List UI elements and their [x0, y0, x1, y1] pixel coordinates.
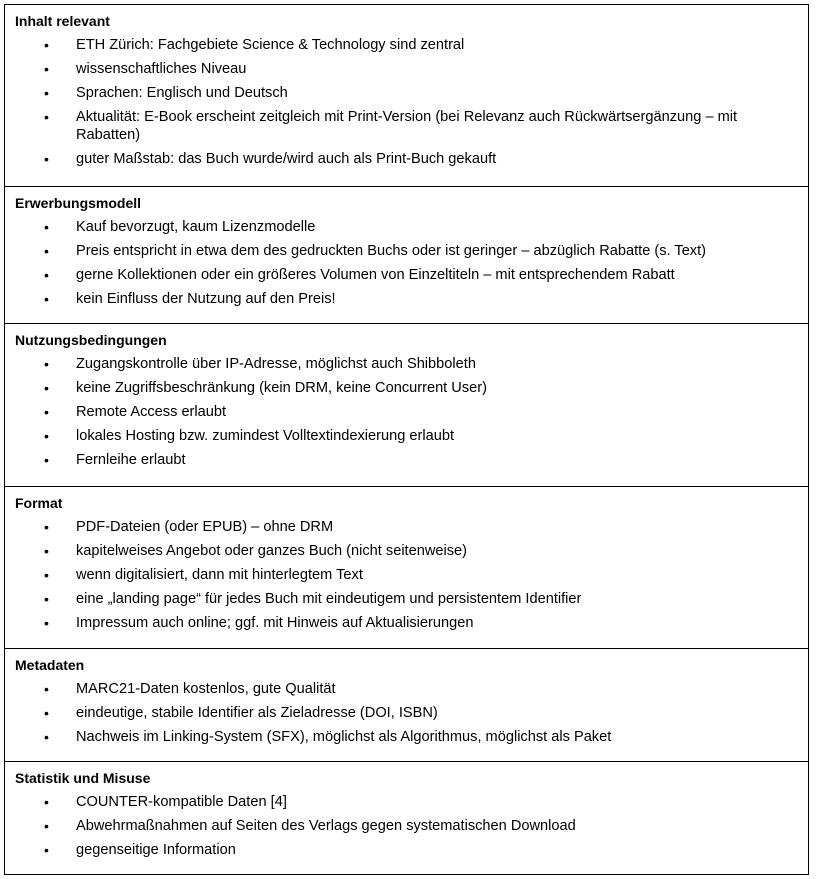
list-item [5, 841, 808, 859]
list-item [5, 427, 808, 445]
bullet-icon: • [44, 591, 49, 607]
bullet-icon: • [44, 842, 49, 858]
item-text: guter Maßstab: das Buch wurde/wird auch als Print-Buch gekauft [76, 151, 497, 167]
item-text: Kauf bevorzugt, kaum Lizenzmodelle [76, 219, 316, 235]
bullet-icon: • [44, 404, 49, 420]
bullet-icon: • [44, 291, 49, 307]
bullet-icon: • [44, 452, 49, 468]
item-text: keine Zugriffsbeschränkung (kein DRM, keine Concurrent User) [76, 380, 487, 396]
bullet-icon: • [44, 615, 49, 631]
bullet-icon: • [44, 61, 49, 77]
section-heading: Nutzungsbedingungen [15, 332, 167, 348]
list-item [5, 266, 808, 284]
list-item [5, 150, 808, 168]
requirements-table [4, 4, 809, 875]
item-list [5, 680, 808, 746]
list-item [5, 817, 808, 835]
list-item [5, 108, 808, 144]
list-item [5, 379, 808, 397]
item-text: Nachweis im Linking-System (SFX), möglichst als Algorithmus, möglichst als Paket [76, 729, 612, 745]
bullet-icon: • [44, 428, 49, 444]
section-nutzungsbedingungen [5, 323, 808, 486]
item-list [5, 355, 808, 469]
list-item [5, 793, 808, 811]
list-item [5, 542, 808, 560]
bullet-icon: • [44, 567, 49, 583]
item-text: eindeutige, stabile Identifier als Zieladresse (DOI, ISBN) [76, 705, 438, 721]
bullet-icon: • [44, 85, 49, 101]
item-text: eine „landing page“ für jedes Buch mit eindeutigem und persistentem Identifier [76, 591, 582, 607]
bullet-icon: • [44, 705, 49, 721]
item-text: gerne Kollektionen oder ein größeres Volumen von Einzeltiteln – mit entsprechendem Rabatt [76, 267, 675, 283]
section-heading: Statistik und Misuse [15, 770, 151, 786]
item-text: Aktualität: E-Book erscheint zeitgleich mit Print-Version (bei Relevanz auch Rückwärtsergänzung – mit Rabatten) [76, 109, 738, 143]
item-text: Sprachen: Englisch und Deutsch [76, 85, 288, 101]
bullet-icon: • [44, 543, 49, 559]
item-text: lokales Hosting bzw. zumindest Volltextindexierung erlaubt [76, 428, 455, 444]
item-text: gegenseitige Information [76, 842, 236, 858]
section-heading: Metadaten [15, 657, 85, 673]
list-item [5, 242, 808, 260]
bullet-icon: • [44, 151, 49, 167]
list-item [5, 403, 808, 421]
bullet-icon: • [44, 267, 49, 283]
item-list [5, 518, 808, 632]
bullet-icon: • [44, 818, 49, 834]
bullet-icon: • [44, 729, 49, 745]
item-text: wissenschaftliches Niveau [76, 61, 247, 77]
list-item [5, 218, 808, 236]
bullet-icon: • [44, 380, 49, 396]
section-heading: Erwerbungsmodell [15, 195, 142, 211]
section-metadaten [5, 648, 808, 761]
item-text: PDF-Dateien (oder EPUB) – ohne DRM [76, 519, 334, 535]
list-item [5, 36, 808, 54]
item-text: Preis entspricht in etwa dem des gedruckten Buchs oder ist geringer – abzüglich Rabatte (s. Text) [76, 243, 707, 259]
section-heading: Format [15, 495, 63, 511]
list-item [5, 590, 808, 608]
list-item [5, 704, 808, 722]
item-text: Abwehrmaßnahmen auf Seiten des Verlags gegen systematischen Download [76, 818, 576, 834]
section-erwerbungsmodell [5, 186, 808, 323]
section-inhalt-relevant [5, 5, 808, 186]
item-text: kein Einfluss der Nutzung auf den Preis! [76, 291, 336, 307]
list-item [5, 566, 808, 584]
item-text: COUNTER-kompatible Daten [4] [76, 794, 287, 810]
item-list [5, 218, 808, 308]
bullet-icon: • [44, 37, 49, 53]
item-text: Impressum auch online; ggf. mit Hinweis auf Aktualisierungen [76, 615, 474, 631]
list-item [5, 290, 808, 308]
list-item [5, 355, 808, 373]
list-item [5, 614, 808, 632]
list-item [5, 728, 808, 746]
item-text: wenn digitalisiert, dann mit hinterlegtem Text [76, 567, 363, 583]
bullet-icon: • [44, 794, 49, 810]
bullet-icon: • [44, 681, 49, 697]
section-format [5, 486, 808, 648]
item-text: MARC21-Daten kostenlos, gute Qualität [76, 681, 336, 697]
list-item [5, 60, 808, 78]
list-item [5, 84, 808, 102]
section-heading: Inhalt relevant [15, 13, 110, 29]
item-text: Zugangskontrolle über IP-Adresse, möglichst auch Shibboleth [76, 356, 476, 372]
list-item [5, 518, 808, 536]
section-statistik-und-misuse [5, 761, 808, 874]
bullet-icon: • [44, 356, 49, 372]
list-item [5, 680, 808, 698]
item-text: ETH Zürich: Fachgebiete Science & Technology sind zentral [76, 37, 465, 53]
item-text: Fernleihe erlaubt [76, 452, 186, 468]
list-item [5, 451, 808, 469]
item-list [5, 36, 808, 168]
bullet-icon: • [44, 519, 49, 535]
bullet-icon: • [44, 219, 49, 235]
item-list [5, 793, 808, 859]
bullet-icon: • [44, 109, 49, 125]
item-text: Remote Access erlaubt [76, 404, 227, 420]
bullet-icon: • [44, 243, 49, 259]
item-text: kapitelweises Angebot oder ganzes Buch (nicht seitenweise) [76, 543, 468, 559]
